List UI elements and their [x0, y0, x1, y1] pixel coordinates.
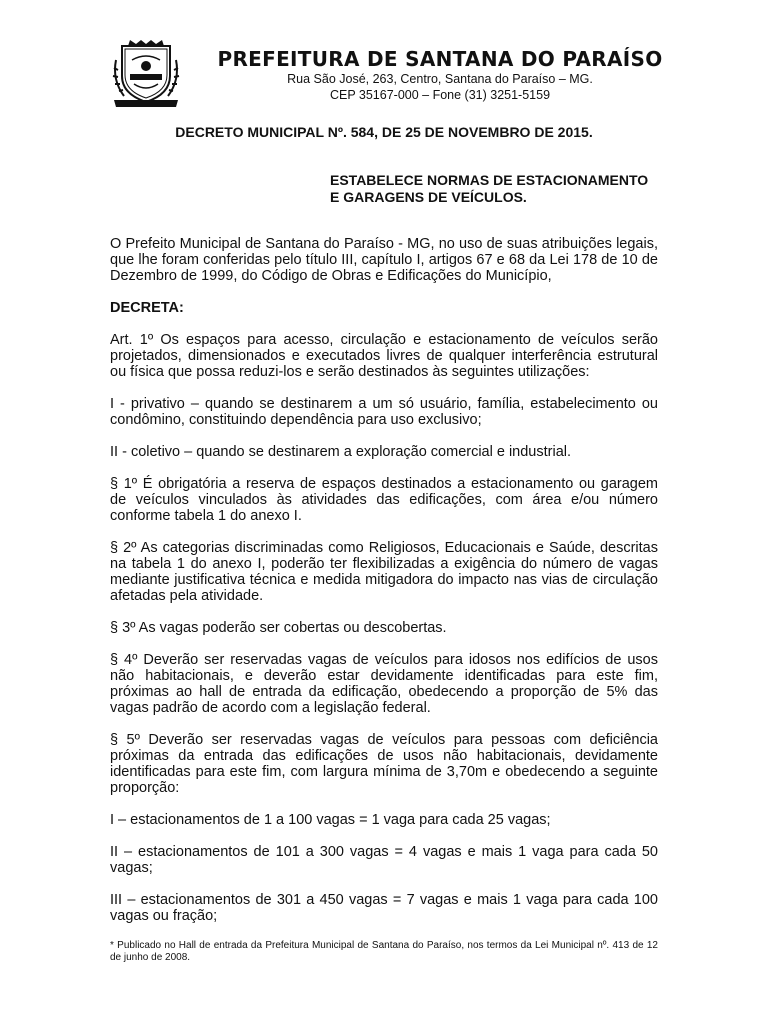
municipal-coat-of-arms-icon — [110, 40, 182, 108]
paragraph-2: § 2º As categorias discriminadas como Religiosos, Educacionais e Saúde, descritas na tabela 1 do anexo I, poderão ter flexibilizadas a exigência do número de vagas mediante justificativa técnica e medida mitigadora do impacto nas vias de circulação afetadas pela atividade. — [110, 540, 658, 604]
org-contact: CEP 35167-000 – Fone (31) 3251-5159 — [329, 88, 551, 102]
proportion-item-i: I – estacionamentos de 1 a 100 vagas = 1 vaga para cada 25 vagas; — [110, 812, 551, 828]
paragraph-1: § 1º É obrigatória a reserva de espaços destinados a estacionamento ou garagem de veículos vinculados às atividades das edificações, com área e/ou número conforme tabela 1 do anexo I. — [110, 476, 658, 524]
decree-title: DECRETO MUNICIPAL Nº. 584, DE 25 DE NOVEMBRO DE 2015. — [175, 124, 593, 140]
org-title: PREFEITURA DE SANTANA DO PARAÍSO — [217, 47, 663, 71]
article-1: Art. 1º Os espaços para acesso, circulação e estacionamento de veículos serão projetados, dimensionados e executados livres de qualquer interferência estrutural ou física que possa reduzi-los e serão destinados às seguintes utilizações: — [110, 332, 658, 380]
proportion-item-ii: II – estacionamentos de 101 a 300 vagas = 4 vagas e mais 1 vaga para cada 50 vagas; — [110, 844, 658, 876]
ementa-line: ESTABELECE NORMAS DE ESTACIONAMENTO — [330, 172, 649, 188]
preamble-paragraph: O Prefeito Municipal de Santana do Paraíso - MG, no uso de suas atribuições legais, que lhe foram conferidas pelo título III, capítulo I, artigos 67 e 68 da Lei 178 de 10 de Dezembro de 1999, do Código de Obras e Edificações do Município, — [110, 236, 658, 284]
publication-footnote: * Publicado no Hall de entrada da Prefeitura Municipal de Santana do Paraíso, nos termos da Lei Municipal nº. 413 de 12 de junho de 2008. — [110, 940, 658, 963]
decree-ementa — [330, 172, 670, 206]
paragraph-5: § 5º Deverão ser reservadas vagas de veículos para pessoas com deficiência próximas da entrada das edificações de usos não habitacionais, devidamente identificadas para este fim, com largura mínima de 3,70m e obedecendo a seguinte proporção: — [110, 732, 658, 796]
org-address: Rua São José, 263, Centro, Santana do Paraíso – MG. — [287, 72, 593, 86]
decreta-heading: DECRETA: — [110, 300, 184, 316]
item-ii-coletivo: II - coletivo – quando se destinarem a exploração comercial e industrial. — [110, 444, 572, 460]
decree-body — [110, 236, 658, 940]
document-header — [0, 0, 768, 115]
paragraph-3: § 3º As vagas poderão ser cobertas ou descobertas. — [110, 620, 447, 636]
proportion-item-iii: III – estacionamentos de 301 a 450 vagas = 7 vagas e mais 1 vaga para cada 100 vagas ou fração; — [110, 892, 658, 924]
item-i-privativo: I - privativo – quando se destinarem a um só usuário, família, estabelecimento ou condômino, constituindo dependência para uso exclusivo; — [110, 396, 658, 428]
paragraph-4: § 4º Deverão ser reservadas vagas de veículos para idosos nos edifícios de usos não habitacionais, e deverão estar devidamente identificadas para este fim, próximas ao hall de entrada da edificação, obedecendo a proporção de 5% das vagas padrão de acordo com a legislação federal. — [110, 652, 658, 716]
ementa-line: E GARAGENS DE VEÍCULOS. — [330, 189, 527, 205]
